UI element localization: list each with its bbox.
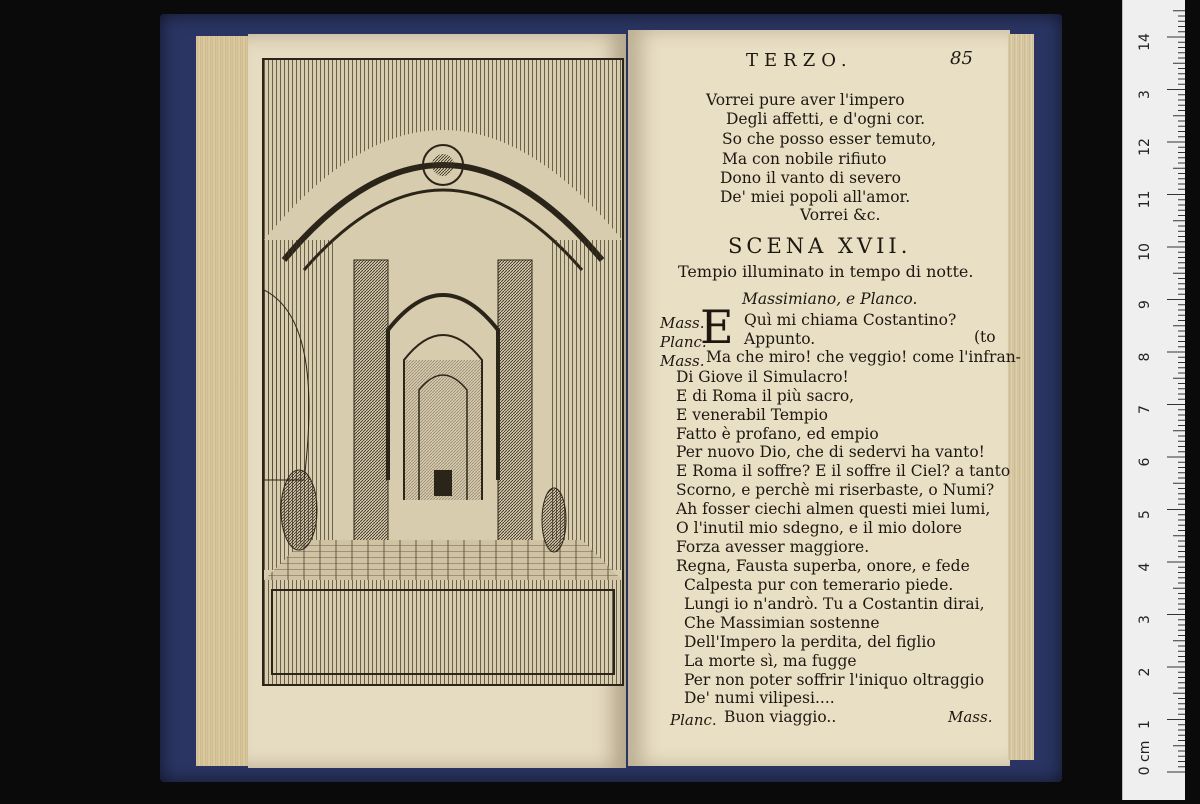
aria-line: Ma con nobile rifiuto xyxy=(722,150,887,168)
ruler-mark: 2 xyxy=(1137,667,1153,677)
page-edges-right xyxy=(1008,34,1034,760)
dialogue-line: Che Massimian sostenne xyxy=(684,614,880,632)
dialogue-line: Appunto. xyxy=(744,330,816,348)
engraving-illustration xyxy=(264,60,622,684)
ruler-mark: 11 xyxy=(1137,190,1153,209)
dialogue-line: Ah fosser ciechi almen questi miei lumi, xyxy=(676,500,991,518)
ruler-mark: 14 xyxy=(1137,33,1153,51)
aria-line: Degli affetti, e d'ogni cor. xyxy=(726,110,926,128)
dialogue-line: Per non poter soffrir l'iniquo oltraggio xyxy=(684,671,985,689)
ruler-mark: 10 xyxy=(1137,243,1153,261)
dialogue-line: E venerabil Tempio xyxy=(676,406,828,424)
ruler-mark: 12 xyxy=(1137,138,1153,156)
speaker-name: Mass. xyxy=(660,352,705,370)
dialogue-line: Di Giove il Simulacro! xyxy=(676,368,849,386)
dialogue-line: Fatto è profano, ed empio xyxy=(676,425,879,443)
aria-line: So che posso esser temuto, xyxy=(722,130,937,148)
dialogue-line: Scorno, e perchè mi riserbaste, o Numi? xyxy=(676,481,995,499)
scene-setting: Tempio illuminato in tempo di notte. xyxy=(678,262,974,281)
measuring-ruler xyxy=(1122,0,1185,800)
ruler-mark: 4 xyxy=(1137,562,1153,572)
ruler-ticks xyxy=(1123,0,1185,800)
drop-capital: E xyxy=(700,300,734,354)
dialogue-line: Regna, Fausta superba, onore, e fede xyxy=(676,557,970,575)
dialogue-line: E di Roma il più sacro, xyxy=(676,387,855,405)
aria-line: Dono il vanto di severo xyxy=(720,169,901,187)
aria-line: Vorrei &c. xyxy=(800,206,881,224)
ruler-mark: 5 xyxy=(1137,510,1153,519)
catchword: Mass. xyxy=(948,708,993,726)
dialogue-line: Calpesta pur con temerario piede. xyxy=(684,576,954,594)
speaker-name: Mass. xyxy=(660,314,705,332)
dialogue-line: Ma che miro! che veggio! come l'infran- xyxy=(706,348,1021,366)
dialogue-line: Dell'Impero la perdita, del figlio xyxy=(684,633,936,651)
page-edges-left xyxy=(196,36,252,766)
dialogue-tail: (to xyxy=(974,328,996,346)
dialogue-line: Quì mi chiama Costantino? xyxy=(744,311,957,329)
dialogue-line: La morte sì, ma fugge xyxy=(684,652,857,670)
ruler-mark: 8 xyxy=(1137,352,1153,362)
engraving-temple-interior xyxy=(262,58,624,686)
ruler-mark: 1 xyxy=(1137,720,1153,729)
ruler-mark: 6 xyxy=(1137,457,1153,467)
speaker-name: Planc. xyxy=(660,333,707,351)
dialogue-line: Forza avesser maggiore. xyxy=(676,538,870,556)
ruler-mark: 3 xyxy=(1137,90,1153,99)
dialogue-line: O l'inutil mio sdegno, e il mio dolore xyxy=(676,519,962,537)
aria-line: De' miei popoli all'amor. xyxy=(720,188,911,206)
running-header: TERZO. xyxy=(746,50,853,71)
ruler-mark: 3 xyxy=(1137,615,1153,624)
speaker-name: Planc. xyxy=(670,711,717,729)
dialogue-line: Buon viaggio.. xyxy=(724,708,837,726)
scene-characters: Massimiano, e Planco. xyxy=(742,290,918,308)
ruler-label: 0 cm xyxy=(1137,740,1153,776)
scene-title: SCENA XVII. xyxy=(728,234,912,258)
dialogue-line: De' numi vilipesi.... xyxy=(684,689,835,707)
ruler-mark: 9 xyxy=(1137,300,1153,309)
dialogue-line: E Roma il soffre? E il soffre il Ciel? a tanto xyxy=(676,462,1011,480)
dialogue-line: Lungi io n'andrò. Tu a Costantin dirai, xyxy=(684,595,985,613)
dialogue-line: Per nuovo Dio, che di sedervi ha vanto! xyxy=(676,443,985,461)
page-number: 85 xyxy=(950,48,973,69)
ruler-mark: 7 xyxy=(1137,405,1153,414)
aria-line: Vorrei pure aver l'impero xyxy=(706,91,905,109)
